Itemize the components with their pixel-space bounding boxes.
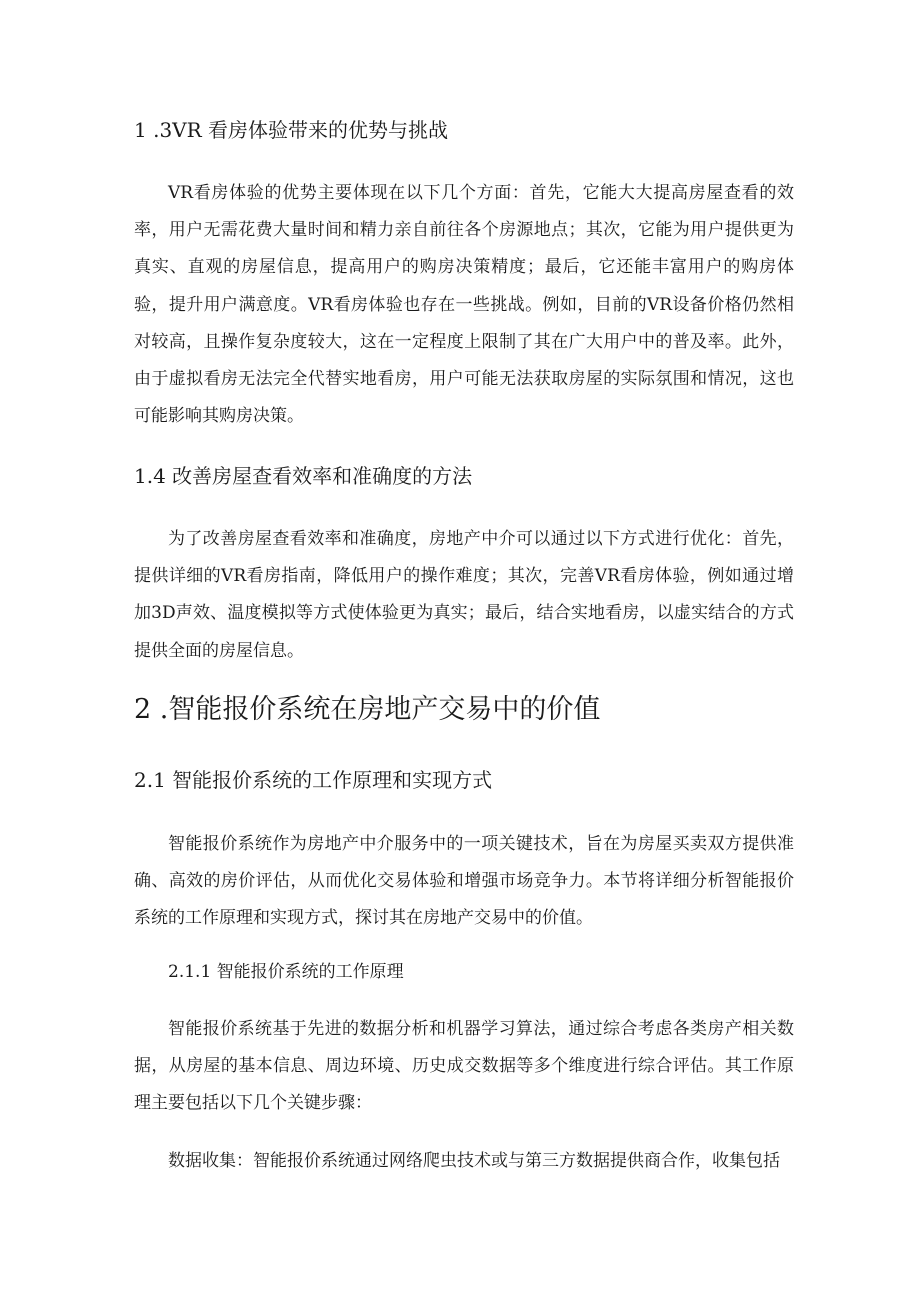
section-paragraph-1-3: VR看房体验的优势主要体现在以下几个方面：首先，它能大大提高房屋查看的效率，用户无需花费大量时间和精力亲自前往各个房源地点；其次，它能为用户提供更为真实、直观的房屋信息，提高用户的购房决策精度；最后，它还能丰富用户的购房体验，提升用户满意度。VR看房体验也存在一些挑战。例如，目前的VR设备价格仍然相对较高，且操作复杂度较大，这在一定程度上限制了其在广大用户中的普及率。此外，由于虚拟看房无法完全代替实地看房，用户可能无法获取房屋的实际氛围和情况，这也可能影响其购房决策。 bbox=[134, 183, 794, 427]
chapter-heading-2: 2 .智能报价系统在房地产交易中的价值 bbox=[134, 694, 601, 725]
section-heading-1-3: 1 .3VR 看房体验带来的优势与挑战 bbox=[134, 118, 449, 142]
section-heading-1-4: 1.4 改善房屋查看效率和准确度的方法 bbox=[134, 464, 473, 488]
section-paragraph-1-4: 为了改善房屋查看效率和准确度，房地产中介可以通过以下方式进行优化：首先，提供详细的VR看房指南，降低用户的操作难度；其次，完善VR看房体验，例如通过增加3D声效、温度模拟等方式使体验更为真实；最后，结合实地看房，以虚实结合的方式提供全面的房屋信息。 bbox=[134, 529, 794, 661]
section-heading-2-1: 2.1 智能报价系统的工作原理和实现方式 bbox=[134, 768, 493, 792]
subsection-paragraph-2-1-1: 智能报价系统基于先进的数据分析和机器学习算法，通过综合考虑各类房产相关数据，从房屋的基本信息、周边环境、历史成交数据等多个维度进行综合评估。其工作原理主要包括以下几个关键步骤： bbox=[134, 1019, 794, 1114]
data-collection-paragraph: 数据收集：智能报价系统通过网络爬虫技术或与第三方数据提供商合作，收集包括 bbox=[168, 1151, 780, 1171]
subsection-heading-2-1-1: 2.1.1 智能报价系统的工作原理 bbox=[168, 962, 404, 982]
section-paragraph-2-1: 智能报价系统作为房地产中介服务中的一项关键技术，旨在为房屋买卖双方提供准确、高效的房价评估，从而优化交易体验和增强市场竞争力。本节将详细分析智能报价系统的工作原理和实现方式，探讨其在房地产交易中的价值。 bbox=[134, 834, 794, 929]
